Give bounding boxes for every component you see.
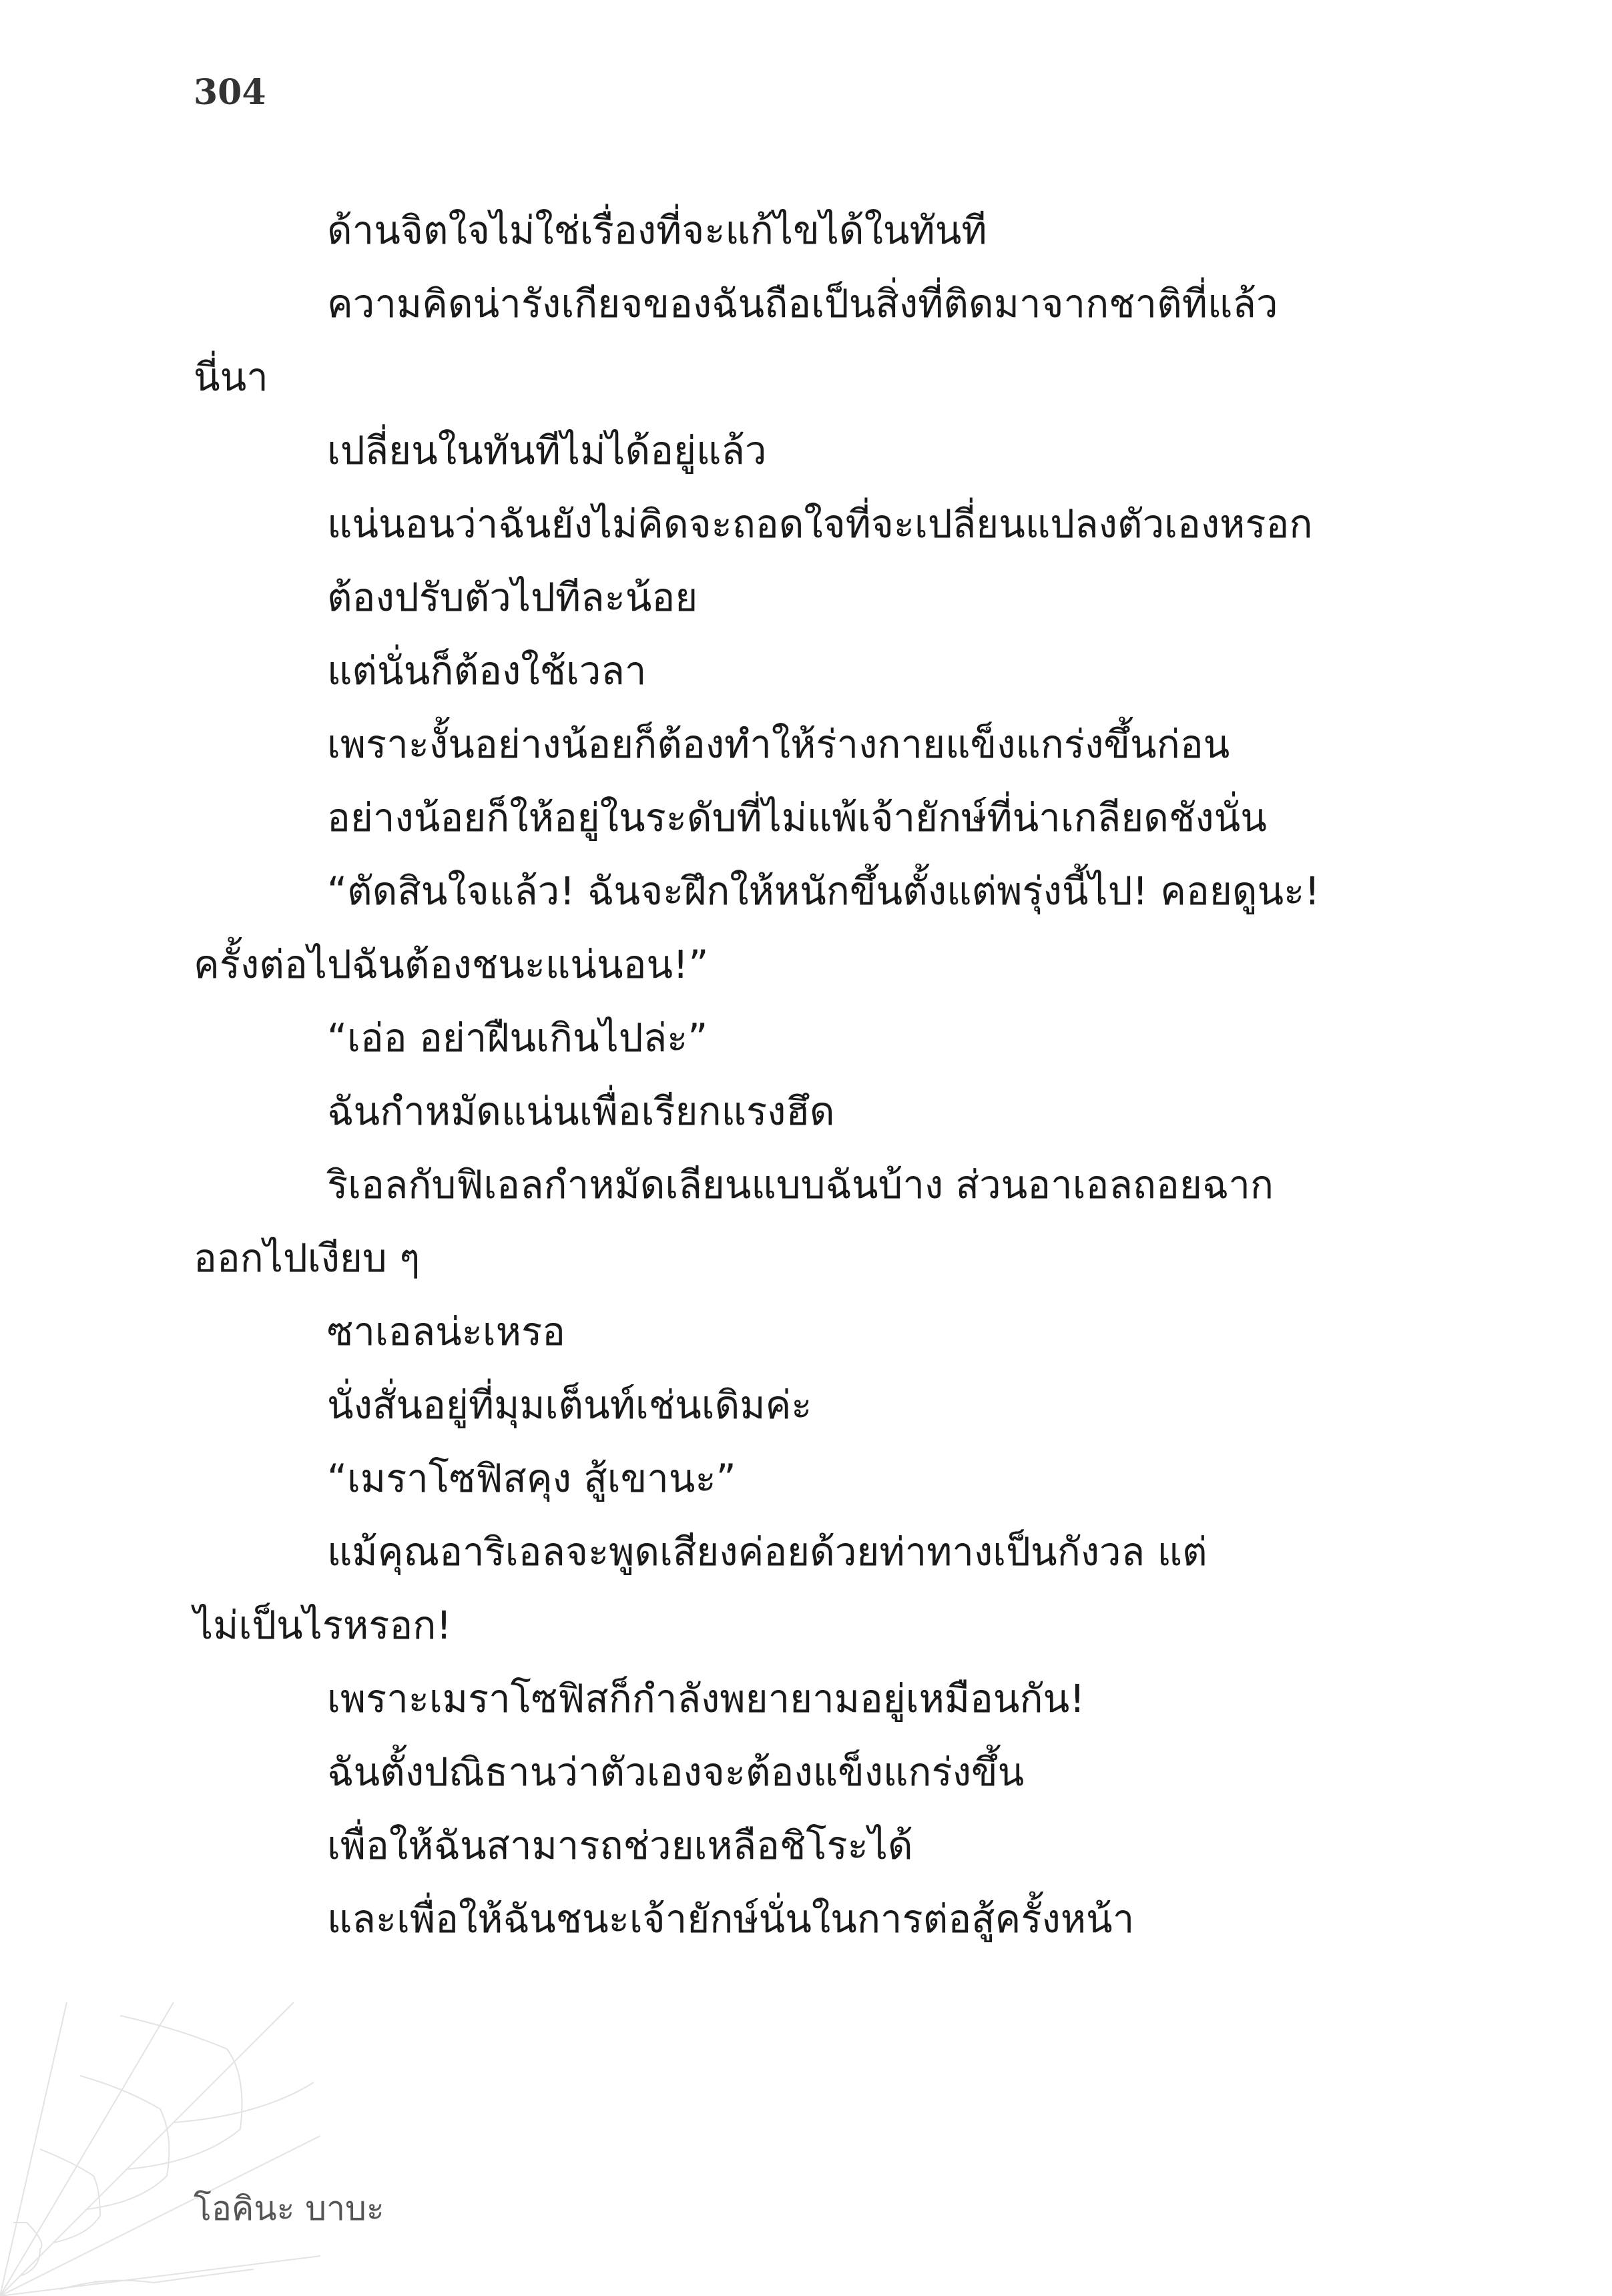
text-line: ฉันกำหมัดแน่นเพื่อเรียกแรงฮึด xyxy=(327,1089,835,1134)
spider-web-decoration xyxy=(0,2002,320,2296)
text-line: นั่งสั่นอยู่ที่มุมเต็นท์เช่นเดิมค่ะ xyxy=(327,1382,812,1428)
text-line: ซาเอลน่ะเหรอ xyxy=(327,1309,565,1354)
text-line: ความคิดน่ารังเกียจของฉันถือเป็นสิ่งที่ติดมาจากชาติที่แล้ว xyxy=(327,281,1278,326)
text-line: “ตัดสินใจแล้ว! ฉันจะฝึกให้หนักขึ้นตั้งแต่พรุ่งนี้ไป! คอยดูนะ! xyxy=(327,868,1320,914)
footer-author: โอคินะ บาบะ xyxy=(194,2189,384,2228)
text-line: ครั้งต่อไปฉันต้องชนะแน่นอน!” xyxy=(194,942,709,987)
text-line: เพื่อให้ฉันสามารถช่วยเหลือชิโระได้ xyxy=(327,1823,913,1868)
page-number: 304 xyxy=(194,72,266,113)
text-line: ด้านจิตใจไม่ใช่เรื่องที่จะแก้ไขได้ในทันที xyxy=(327,208,987,253)
text-line: แน่นอนว่าฉันยังไม่คิดจะถอดใจที่จะเปลี่ยนแปลงตัวเองหรอก xyxy=(327,501,1313,547)
body-text xyxy=(194,194,1388,1956)
text-line: ต้องปรับตัวไปทีละน้อย xyxy=(327,575,698,620)
text-line: ฉันตั้งปณิธานว่าตัวเองจะต้องแข็งแกร่งขึ้น xyxy=(327,1749,1025,1795)
text-line: เปลี่ยนในทันทีไม่ได้อยู่แล้ว xyxy=(327,428,767,473)
text-line: แต่นั่นก็ต้องใช้เวลา xyxy=(327,648,647,693)
text-line: “เมราโซฟิสคุง สู้เขานะ” xyxy=(327,1456,736,1501)
text-line: ริเอลกับฟิเอลกำหมัดเลียนแบบฉันบ้าง ส่วนอาเอลถอยฉาก xyxy=(327,1162,1274,1207)
text-line: อย่างน้อยก็ให้อยู่ในระดับที่ไม่แพ้เจ้ายักษ์ที่น่าเกลียดชังนั่น xyxy=(327,795,1267,840)
text-line: และเพื่อให้ฉันชนะเจ้ายักษ์นั่นในการต่อสู้ครั้งหน้า xyxy=(327,1896,1135,1942)
text-line: “เอ่อ อย่าฝืนเกินไปล่ะ” xyxy=(327,1015,708,1061)
text-line: แม้คุณอาริเอลจะพูดเสียงค่อยด้วยท่าทางเป็นกังวล แต่ xyxy=(327,1529,1207,1574)
text-line: เพราะงั้นอย่างน้อยก็ต้องทำให้ร่างกายแข็งแกร่งขึ้นก่อน xyxy=(327,722,1230,767)
text-line: เพราะเมราโซฟิสก็กำลังพยายามอยู่เหมือนกัน! xyxy=(327,1676,1085,1721)
text-line: ออกไปเงียบ ๆ xyxy=(194,1235,421,1281)
text-line: ไม่เป็นไรหรอก! xyxy=(194,1603,452,1648)
text-line: นี่นา xyxy=(194,354,268,400)
